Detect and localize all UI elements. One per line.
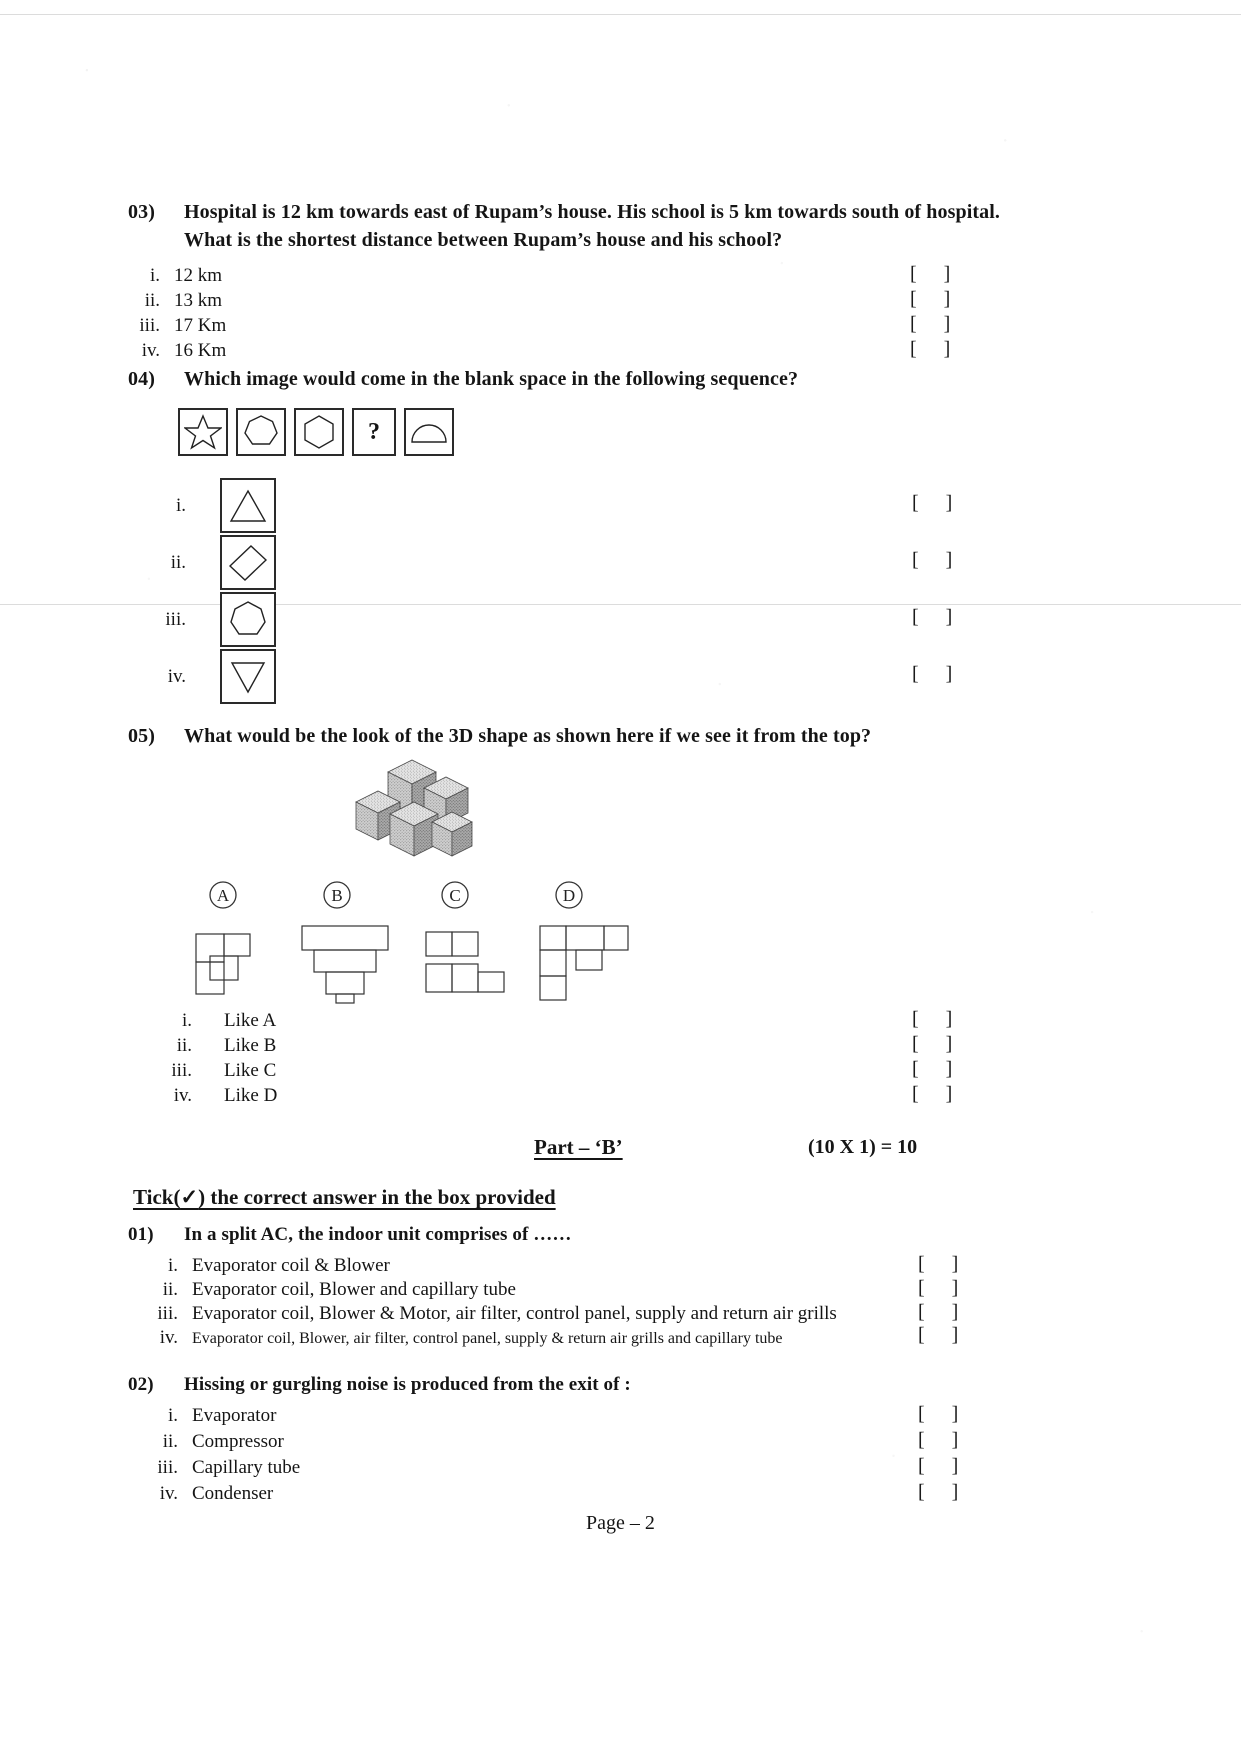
option-numeral: i. xyxy=(149,264,160,286)
question-05 xyxy=(128,722,1113,750)
option-numeral: ii. xyxy=(144,289,160,311)
answer-bracket[interactable]: [ ] xyxy=(912,492,964,514)
option-row[interactable] xyxy=(160,649,1060,704)
option-label: Evaporator coil, Blower, air filter, control panel, supply & return air grills and capillary tube xyxy=(192,1329,783,1347)
partb-question-02-text: Hissing or gurgling noise is produced from the exit of : xyxy=(184,1374,631,1395)
question-04-sequence xyxy=(178,408,454,456)
option-numeral: iv. xyxy=(141,339,160,361)
option-label: 17 Km xyxy=(174,314,227,336)
option-label: Like C xyxy=(224,1060,277,1081)
svg-text:D: D xyxy=(562,886,576,905)
top-view-diagram-a[interactable] xyxy=(192,928,270,1000)
option-row[interactable] xyxy=(128,288,1113,313)
sequence-cell-heptagon xyxy=(236,408,286,456)
choice-letter-b xyxy=(322,880,352,910)
option-label: Like B xyxy=(224,1035,277,1056)
answer-bracket[interactable]: [ ] xyxy=(918,1276,970,1299)
answer-bracket[interactable]: [ ] xyxy=(918,1454,970,1477)
partb-question-02-options xyxy=(128,1403,1113,1507)
question-03-text-line1: Hospital is 12 km towards east of Rupam’s house. His school is 5 km towards south of hospital. xyxy=(184,201,1000,223)
top-view-d-icon xyxy=(536,922,632,1004)
answer-bracket[interactable]: [ ] xyxy=(918,1428,970,1451)
part-b-title: Part – ‘B’ xyxy=(534,1135,623,1159)
sequence-cell-semicircle xyxy=(404,408,454,456)
question-05-heading xyxy=(128,722,1113,750)
svg-text:A: A xyxy=(216,886,230,905)
option-numeral: iii. xyxy=(165,608,186,630)
triangle-down-icon xyxy=(228,659,268,695)
option-numeral: iv. xyxy=(173,1085,192,1106)
question-03-options xyxy=(128,263,1113,363)
sequence-cell-star xyxy=(178,408,228,456)
answer-bracket[interactable]: [ ] xyxy=(918,1323,970,1346)
option-row[interactable] xyxy=(128,1253,1113,1277)
top-view-diagram-b[interactable] xyxy=(296,920,394,1004)
star-5-icon xyxy=(184,414,222,450)
question-05-number: 05) xyxy=(128,725,155,747)
option-label: Like A xyxy=(224,1010,277,1031)
partb-question-02-number: 02) xyxy=(128,1374,154,1395)
tick-instruction-post: ) the correct answer in the box provided xyxy=(198,1185,556,1209)
diamond-icon xyxy=(227,543,269,583)
option-row[interactable] xyxy=(128,1481,1113,1507)
option-row[interactable] xyxy=(128,1277,1113,1301)
option-row[interactable] xyxy=(160,1033,1060,1058)
top-view-diagram-d[interactable] xyxy=(536,922,632,1004)
option-row[interactable] xyxy=(160,1058,1060,1083)
option-numeral: i. xyxy=(175,494,186,516)
question-04-options xyxy=(160,478,1060,704)
option-row[interactable] xyxy=(160,478,1060,533)
answer-bracket[interactable]: [ ] xyxy=(910,287,962,310)
option-figure-triangle-up xyxy=(220,478,276,533)
option-numeral: ii. xyxy=(176,1035,192,1056)
question-04-text: Which image would come in the blank space in the following sequence? xyxy=(184,368,799,390)
option-numeral: iv. xyxy=(159,1326,178,1348)
option-figure-triangle-down xyxy=(220,649,276,704)
partb-question-01-text: In a split AC, the indoor unit comprises of …… xyxy=(184,1224,572,1245)
question-05-options xyxy=(160,1008,1060,1108)
circled-letter-a-icon xyxy=(208,880,238,910)
option-row[interactable] xyxy=(128,1325,1113,1349)
option-label: 12 km xyxy=(174,264,223,286)
option-numeral: iii. xyxy=(139,314,160,336)
option-row[interactable] xyxy=(128,1429,1113,1455)
partb-question-02-heading xyxy=(128,1372,1113,1399)
answer-bracket[interactable]: [ ] xyxy=(910,262,962,285)
option-label: Like D xyxy=(224,1085,278,1106)
3d-cube-stack-icon xyxy=(340,752,490,872)
question-mark-glyph: ? xyxy=(368,418,380,445)
partb-question-01-number: 01) xyxy=(128,1224,154,1245)
circled-letter-b-icon xyxy=(322,880,352,910)
option-label: Evaporator coil, Blower & Motor, air filter, control panel, supply and return air grills xyxy=(192,1302,837,1324)
question-03 xyxy=(128,198,1113,363)
tick-check-icon: ✓ xyxy=(180,1185,199,1209)
svg-text:C: C xyxy=(449,886,461,905)
option-label: Evaporator coil, Blower and capillary tube xyxy=(192,1278,516,1300)
option-label: 13 km xyxy=(174,289,223,311)
question-04 xyxy=(128,365,1113,393)
partb-question-01-options xyxy=(128,1253,1113,1349)
option-label: Condenser xyxy=(192,1482,274,1504)
option-row[interactable] xyxy=(160,535,1060,590)
sequence-cell-hexagon xyxy=(294,408,344,456)
circled-letter-c-icon xyxy=(440,880,470,910)
question-03-number: 03) xyxy=(128,201,155,223)
top-view-c-icon xyxy=(422,928,508,998)
tick-instruction-pre: Tick( xyxy=(133,1185,181,1209)
question-03-text-line2: What is the shortest distance between Rupam’s house and his school? xyxy=(184,229,783,252)
heptagon-icon xyxy=(243,414,279,450)
choice-letter-d xyxy=(554,880,584,910)
answer-bracket[interactable]: [ ] xyxy=(912,1058,964,1080)
option-label: Capillary tube xyxy=(192,1456,301,1478)
answer-bracket[interactable]: [ ] xyxy=(918,1402,970,1425)
option-label: 16 Km xyxy=(174,339,227,361)
option-row[interactable] xyxy=(128,263,1113,288)
option-row[interactable] xyxy=(128,313,1113,338)
sequence-cell-blank[interactable] xyxy=(352,408,396,456)
option-numeral: iii. xyxy=(157,1456,178,1478)
cube-stack-figure xyxy=(340,752,490,872)
option-numeral: ii. xyxy=(162,1430,178,1452)
question-04-heading xyxy=(128,365,1113,393)
answer-bracket[interactable]: [ ] xyxy=(912,663,964,685)
option-label: Evaporator coil & Blower xyxy=(192,1254,390,1276)
partb-question-01-heading xyxy=(128,1222,1113,1249)
answer-bracket[interactable]: [ ] xyxy=(912,1033,964,1055)
circled-letter-d-icon xyxy=(554,880,584,910)
semicircle-icon xyxy=(409,417,449,447)
choice-letter-a xyxy=(208,880,238,910)
option-numeral: iii. xyxy=(157,1302,178,1324)
option-row[interactable] xyxy=(128,338,1113,363)
option-numeral: i. xyxy=(167,1254,178,1276)
option-numeral: i. xyxy=(181,1010,192,1031)
option-numeral: ii. xyxy=(162,1278,178,1300)
option-row[interactable] xyxy=(128,1455,1113,1481)
option-numeral: ii. xyxy=(170,551,186,573)
option-numeral: iv. xyxy=(159,1482,178,1504)
answer-bracket[interactable]: [ ] xyxy=(918,1252,970,1275)
answer-bracket[interactable]: [ ] xyxy=(910,312,962,335)
answer-bracket[interactable]: [ ] xyxy=(912,1008,964,1030)
option-row[interactable] xyxy=(160,592,1060,647)
partb-question-02 xyxy=(128,1372,1113,1507)
tick-instruction xyxy=(133,1185,556,1210)
option-numeral: i. xyxy=(167,1404,178,1426)
question-05-text: What would be the look of the 3D shape as shown here if we see it from the top? xyxy=(184,725,872,747)
heptagon-icon xyxy=(228,600,268,640)
question-03-text xyxy=(184,198,1113,255)
answer-bracket[interactable]: [ ] xyxy=(912,549,964,571)
option-figure-diamond xyxy=(220,535,276,590)
question-04-number: 04) xyxy=(128,368,155,390)
option-label: Compressor xyxy=(192,1430,284,1452)
top-view-b-icon xyxy=(296,920,394,1004)
option-figure-heptagon xyxy=(220,592,276,647)
option-row[interactable] xyxy=(128,1403,1113,1429)
option-row[interactable] xyxy=(160,1083,1060,1108)
partb-question-01 xyxy=(128,1222,1113,1349)
page-footer: Page – 2 xyxy=(586,1512,655,1534)
top-view-diagram-c[interactable] xyxy=(422,928,508,998)
question-03-heading xyxy=(128,198,1113,255)
triangle-up-icon xyxy=(228,488,268,524)
answer-bracket[interactable]: [ ] xyxy=(912,1083,964,1105)
answer-bracket[interactable]: [ ] xyxy=(912,606,964,628)
part-b-marks: (10 X 1) = 10 xyxy=(808,1136,918,1158)
answer-bracket[interactable]: [ ] xyxy=(918,1300,970,1323)
hexagon-icon xyxy=(301,414,337,450)
option-numeral: iv. xyxy=(167,665,186,687)
svg-text:B: B xyxy=(331,886,343,905)
choice-letter-c xyxy=(440,880,470,910)
top-view-a-icon xyxy=(192,928,270,1000)
option-row[interactable] xyxy=(160,1008,1060,1033)
answer-bracket[interactable]: [ ] xyxy=(910,337,962,360)
option-label: Evaporator xyxy=(192,1404,277,1426)
answer-bracket[interactable]: [ ] xyxy=(918,1480,970,1503)
option-numeral: iii. xyxy=(171,1060,192,1081)
